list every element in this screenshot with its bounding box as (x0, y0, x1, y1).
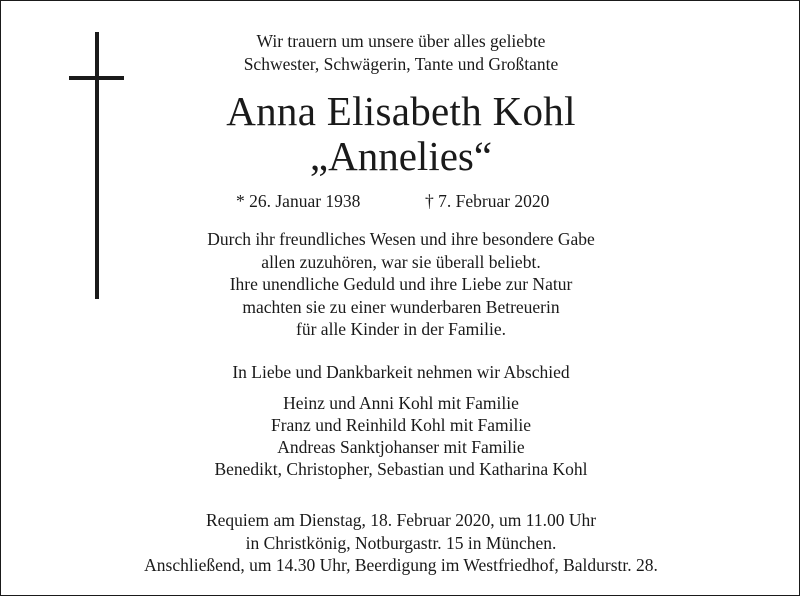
tribute-line: Ihre unendliche Geduld und ihre Liebe zur Natur (229, 274, 573, 294)
intro-text (1, 30, 800, 76)
tribute-line: Durch ihr freundliches Wesen und ihre besondere Gabe (207, 229, 595, 249)
tribute-text (1, 228, 800, 341)
intro-line-1: Wir trauern um unsere über alles geliebte (256, 31, 546, 51)
mourner-entry: Heinz und Anni Kohl mit Familie (283, 393, 519, 413)
deceased-nickname: „Annelies“ (309, 133, 493, 179)
tribute-line: für alle Kinder in der Familie. (296, 319, 506, 339)
tribute-line: allen zuzuhören, war sie überall beliebt. (261, 251, 541, 272)
service-line: in Christkönig, Notburgastr. 15 in München. (245, 532, 557, 553)
intro-line-2: Schwester, Schwägerin, Tante und Großtante (243, 54, 559, 74)
mourner-entry: Benedikt, Christopher, Sebastian und Katharina Kohl (214, 459, 588, 479)
mourner-entry: Andreas Sanktjohanser mit Familie (277, 437, 525, 457)
mourner-entry: Franz und Reinhild Kohl mit Familie (270, 415, 532, 435)
farewell-line: In Liebe und Dankbarkeit nehmen wir Abschied (232, 362, 570, 382)
death-date: † 7. Februar 2020 (425, 191, 550, 211)
mourners-list (1, 392, 800, 480)
life-dates (1, 189, 800, 213)
service-line: Anschließend, um 14.30 Uhr, Beerdigung im Westfriedhof, Baldurstr. 28. (144, 555, 658, 575)
birth-date: * 26. Januar 1938 (236, 191, 361, 211)
service-details (1, 509, 800, 577)
deceased-name: Anna Elisabeth Kohl (226, 88, 576, 134)
service-line: Requiem am Dienstag, 18. Februar 2020, um 11.00 Uhr (205, 510, 597, 530)
tribute-line: machten sie zu einer wunderbaren Betreuerin (242, 296, 560, 317)
cross-icon-bar (69, 76, 124, 80)
